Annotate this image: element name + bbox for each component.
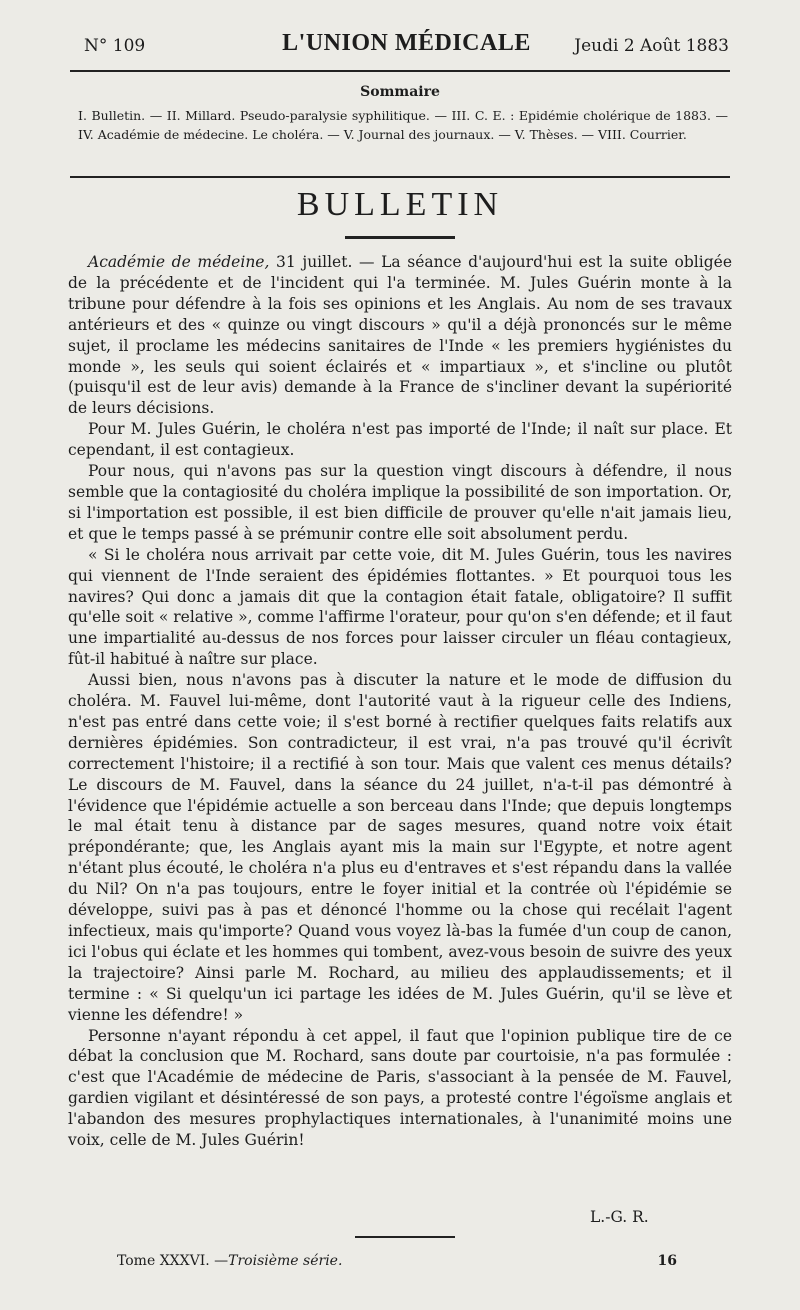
footer-rule — [355, 1236, 455, 1238]
page-header — [84, 30, 729, 62]
paragraph-4: « Si le choléra nous arrivait par cette voie, dit M. Jules Guérin, tous les navires qui viennent de l'Inde seraient des épidémies flottantes. » Et pourquoi tous les navires? Qui donc a jamais dit que la contagion était fatale, obligatoire? Il suffit qu'elle soit « relative », comme l'affirme l'orateur, pour qu'on s'en défende; et il faut une impartialité au-dessus de nos forces pour laisser circuler un fléau contagieux, fût-il habitué à naître sur place. — [68, 545, 732, 669]
paragraph-6: Personne n'ayant répondu à cet appel, il faut que l'opinion publique tire de ce débat la conclusion que M. Rochard, sans doute par courtoisie, n'a pas formulée : c'est que l'Académie de médecine de Paris, s'associant à la pensée de M. Fauvel, gardien vigilant et désintéressé de son pays, a protesté contre l'égoïsme anglais et l'abandon des mesures prophylactiques internationales, à l'unanimité moins une voix, celle de M. Jules Guérin! — [68, 1026, 732, 1150]
bulletin-title: BULLETIN — [296, 186, 504, 223]
paragraph-3: Pour nous, qui n'avons pas sur la question vingt discours à défendre, il nous semble que la contagiosité du choléra implique la possibilité de son importation. Or, si l'importation est possible, il est bien difficile de prouver qu'elle n'ait jamais lieu, et que le temps passé à se prémunir contre elle soit absolument perdu. — [68, 462, 732, 543]
sommaire-title: Sommaire — [360, 84, 440, 100]
paragraph-5: Aussi bien, nous n'avons pas à discuter la nature et le mode de diffusion du choléra. M. Fauvel lui-même, dont l'autorité vaut à la rigueur celle des Indiens, n'est pas entré dans cette voie; il s'est borné à rectifier quelques faits relatifs aux dernières épidémies. Son contradicteur, il est vrai, n'a pas trouvé qu'il écrivît correctement l'histoire; il a rectifié à son tour. Mais que valent ces menus détails? Le discours de M. Fauvel, dans la séance du 24 juillet, n'a-t-il pas démontré à l'évidence que l'épidémie actuelle a son berceau dans l'Inde; que depuis longtemps le mal était tenu à distance par de sages mesures, quand notre voix était prépondérante; que, les Anglais ayant mis la main sur l'Egypte, et notre agent n'étant plus écouté, le choléra n'a plus eu d'entraves et s'est répandu dans la vallée du Nil? On n'a pas toujours, entre le foyer initial et la contrée où l'épidémie se développe, suivi pas à pas et dénoncé l'homme ou la chose qui recélait l'agent infectieux, mais qu'importe? Quand vous voyez là-bas la fumée d'un coup de canon, ici l'obus qui éclate et les hommes qui tombent, avez-vous besoin de suivre des yeux la trajectoire? Ainsi parle M. Rochard, au milieu des applaudissements; et il termine : « Si quelqu'un ici partage les idées de M. Jules Guérin, qu'il se lève et vienne les défendre! » — [68, 671, 732, 1024]
paragraph-1-text: 31 juillet. — La séance d'aujourd'hui est la suite obligée de la précédente et de l'incident qui l'a terminée. M. Jules Guérin monte à la tribune pour défendre à la fois ses opinions et les Anglais. Au nom de ses travaux antérieurs et des « quinze ou vingt discours » qu'il a déjà prononcés sur le même sujet, il proclame les médecins sanitaires de l'Inde « les premiers hygiénistes du monde », les seuls qui soient éclairés et « impartiaux », et s'incline ou plutôt (puisqu'il est de leur avis) demande à la France de s'incliner devant la supériorité de leurs décisions. — [68, 253, 732, 418]
issue-number: N° 109 — [84, 36, 146, 56]
header-rule — [70, 70, 730, 72]
paragraph-1 — [68, 252, 732, 419]
signature: L.-G. R. — [590, 1208, 649, 1226]
sommaire-rule — [70, 176, 730, 178]
sommaire-text: I. Bulletin. — II. Millard. Pseudo-paralysie syphilitique. — III. C. E. : Epidémie cholérique de 1883. — IV. Académie de médecine. Le choléra. — V. Journal des journaux. — V. Thèses. — VIII. Courrier. — [78, 108, 728, 142]
tome-text: Tome XXXVI. — — [117, 1253, 229, 1269]
paper-title: L'UNION MÉDICALE — [282, 30, 531, 56]
tome-label — [117, 1253, 342, 1269]
issue-date: Jeudi 2 Août 1883 — [574, 36, 729, 56]
article-body — [68, 252, 732, 1151]
serie-text: Troisième série. — [228, 1253, 343, 1269]
paragraph-2: Pour M. Jules Guérin, le choléra n'est pas importé de l'Inde; il naît sur place. Et cependant, il est contagieux. — [68, 420, 732, 460]
lead-italic: Académie de médeine, — [88, 253, 270, 271]
page-footer — [117, 1253, 677, 1273]
bulletin-title-rule — [345, 236, 455, 239]
page-number: 16 — [657, 1253, 677, 1269]
